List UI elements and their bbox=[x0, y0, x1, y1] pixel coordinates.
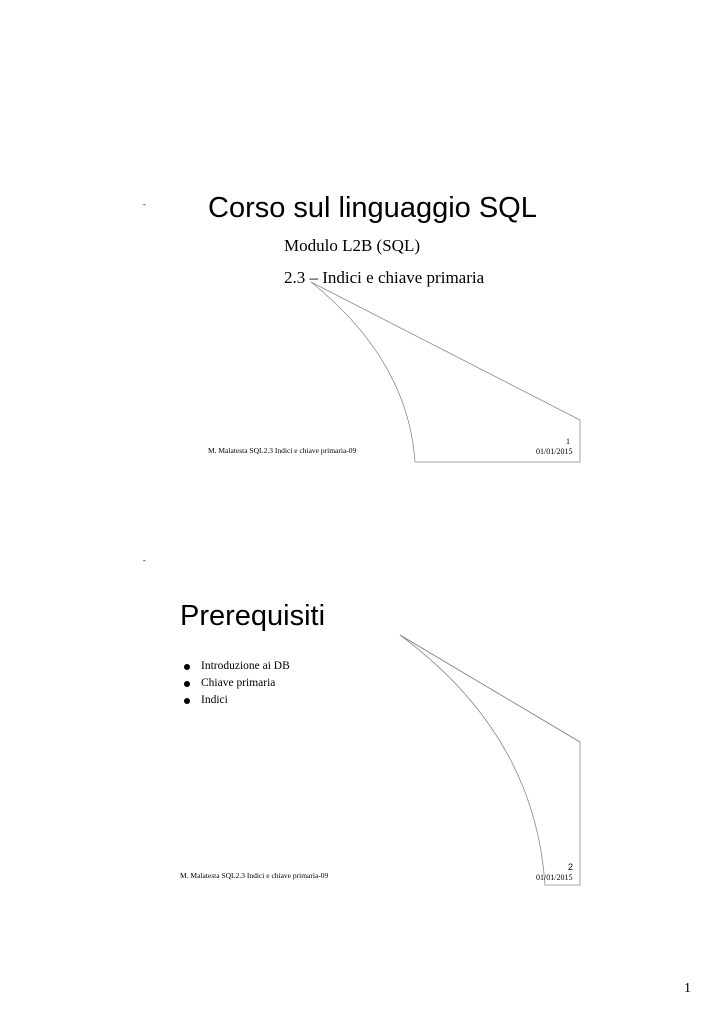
slide1-module-label: Modulo L2B (SQL) bbox=[284, 236, 420, 255]
slide2-number: 2 bbox=[568, 862, 574, 872]
slide1-footer: M. Malatesta SQL2.3 Indici e chiave primaria-09 bbox=[208, 446, 357, 455]
list-item bbox=[184, 675, 290, 692]
prerequisites-list bbox=[184, 658, 290, 709]
slide2-date: 01/01/2015 bbox=[536, 873, 573, 882]
list-item-label: Indici bbox=[201, 694, 228, 706]
slide2-corner-mark: - bbox=[143, 556, 146, 565]
list-item-label: Chiave primaria bbox=[201, 677, 276, 689]
slide1-corner-mark: - bbox=[143, 200, 146, 209]
slide1-curl-shape bbox=[311, 282, 580, 462]
slide2-footer: M. Malatesta SQL2.3 Indici e chiave primaria-09 bbox=[180, 871, 329, 880]
slide1-number: 1 bbox=[566, 437, 570, 446]
slide1-topic-label: 2.3 – Indici e chiave primaria bbox=[284, 268, 485, 287]
slide2-title: Prerequisiti bbox=[180, 600, 326, 632]
bullet-icon bbox=[184, 664, 190, 670]
slide1-date: 01/01/2015 bbox=[536, 447, 573, 456]
list-item bbox=[184, 692, 290, 709]
bullet-icon bbox=[184, 698, 190, 704]
slide2-curl-shape bbox=[400, 635, 580, 885]
slide1-title: Corso sul linguaggio SQL bbox=[208, 192, 537, 224]
bullet-icon bbox=[184, 681, 190, 687]
list-item bbox=[184, 658, 290, 675]
page-number: 1 bbox=[684, 981, 691, 996]
list-item-label: Introduzione ai DB bbox=[201, 660, 290, 672]
